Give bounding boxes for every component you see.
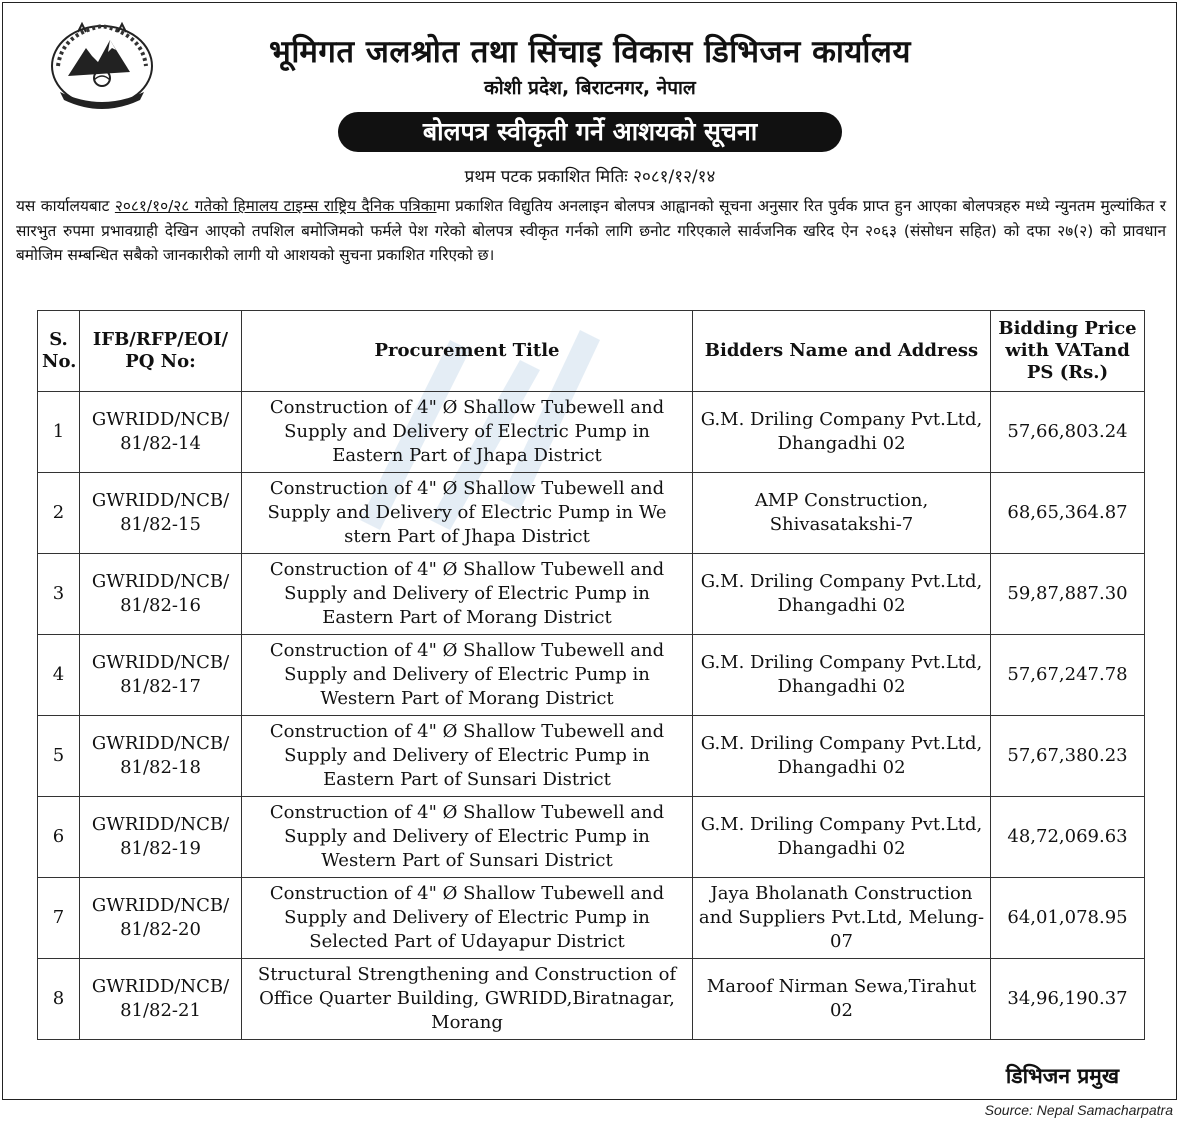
cell-price: 34,96,190.37	[991, 959, 1145, 1040]
notice-body	[16, 194, 1166, 268]
table-row	[38, 392, 1145, 473]
table-header-row	[38, 311, 1145, 392]
cell-price: 57,67,247.78	[991, 635, 1145, 716]
cell-price: 68,65,364.87	[991, 473, 1145, 554]
table-row	[38, 716, 1145, 797]
table-row	[38, 797, 1145, 878]
notice-title-banner: बोलपत्र स्वीकृती गर्ने आशयको सूचना	[338, 112, 842, 152]
cell-price: 57,67,380.23	[991, 716, 1145, 797]
cell-ifb: GWRIDD/NCB/ 81/82-21	[80, 959, 242, 1040]
col-header-price: Bidding Price with VATand PS (Rs.)	[991, 311, 1145, 392]
col-header-title: Procurement Title	[242, 311, 693, 392]
table-row	[38, 554, 1145, 635]
publish-date: प्रथम पटक प्रकाशित मितिः २०८१/१२/१४	[464, 167, 716, 187]
cell-bidder: G.M. Driling Company Pvt.Ltd, Dhangadhi 02	[693, 716, 991, 797]
cell-ifb: GWRIDD/NCB/ 81/82-15	[80, 473, 242, 554]
notice-body-intro: यस कार्यालयबाट	[16, 197, 115, 215]
office-name: भूमिगत जलश्रोत तथा सिंचाइ विकास डिभिजन कार्यालय	[269, 34, 911, 70]
cell-title: Construction of 4" Ø Shallow Tubewell and Supply and Delivery of Electric Pump in Eastern Part of Morang District	[242, 554, 693, 635]
cell-bidder: G.M. Driling Company Pvt.Ltd, Dhangadhi 02	[693, 635, 991, 716]
cell-bidder: Maroof Nirman Sewa,Tirahut 02	[693, 959, 991, 1040]
cell-sn: 6	[38, 797, 80, 878]
signatory: डिभिजन प्रमुख	[1005, 1064, 1119, 1088]
nepal-government-emblem-icon	[48, 14, 156, 110]
notice-body-rest: मा प्रकाशित विद्युतिय अनलाइन बोलपत्र आह्वानको सूचना अनुसार रित पुर्वक प्राप्त हुन आएका बोलपत्रहरु मध्ये न्युनतम मुल्यांकित र सारभुत रुपमा प्रभावग्राही देखिन आएको तपशिल बमोजिमको फर्मले पेश गरेको बोलपत्र स्वीकृत गर्नको लागि छनोट गरिएकाले सार्वजनिक खरिद ऐन २०६३ (संसोधन सहित) को दफा २७(२) को प्रावधान बमोजिम सम्बन्धित सबैको जानकारीको लागी यो आशयको सुचना प्रकाशित गरिएको छ।	[16, 197, 1166, 265]
cell-sn: 4	[38, 635, 80, 716]
table-row	[38, 473, 1145, 554]
cell-title: Construction of 4" Ø Shallow Tubewell and Supply and Delivery of Electric Pump in Eastern Part of Sunsari District	[242, 716, 693, 797]
cell-title: Construction of 4" Ø Shallow Tubewell and Supply and Delivery of Electric Pump in Western Part of Sunsari District	[242, 797, 693, 878]
source-credit: Source: Nepal Samacharpatra	[984, 1102, 1173, 1118]
cell-sn: 2	[38, 473, 80, 554]
table-row	[38, 635, 1145, 716]
office-address: कोशी प्रदेश, बिराटनगर, नेपाल	[484, 77, 696, 99]
col-header-sn: S. No.	[38, 311, 80, 392]
cell-price: 64,01,078.95	[991, 878, 1145, 959]
cell-price: 48,72,069.63	[991, 797, 1145, 878]
cell-bidder: Jaya Bholanath Construction and Suppliers Pvt.Ltd, Melung-07	[693, 878, 991, 959]
cell-ifb: GWRIDD/NCB/ 81/82-18	[80, 716, 242, 797]
cell-title: Structural Strengthening and Construction of Office Quarter Building, GWRIDD,Biratnagar, Morang	[242, 959, 693, 1040]
award-table	[37, 310, 1145, 1040]
cell-title: Construction of 4" Ø Shallow Tubewell and Supply and Delivery of Electric Pump in Eastern Part of Jhapa District	[242, 392, 693, 473]
cell-sn: 3	[38, 554, 80, 635]
table-row	[38, 878, 1145, 959]
cell-sn: 5	[38, 716, 80, 797]
notice-body-reference: २०८१/१०/२८ गतेको हिमालय टाइम्स राष्ट्रिय दैनिक पत्रिका	[114, 197, 437, 215]
cell-ifb: GWRIDD/NCB/ 81/82-16	[80, 554, 242, 635]
col-header-bidder: Bidders Name and Address	[693, 311, 991, 392]
cell-sn: 7	[38, 878, 80, 959]
cell-sn: 8	[38, 959, 80, 1040]
cell-price: 59,87,887.30	[991, 554, 1145, 635]
cell-title: Construction of 4" Ø Shallow Tubewell and Supply and Delivery of Electric Pump in Western Part of Morang District	[242, 635, 693, 716]
cell-bidder: G.M. Driling Company Pvt.Ltd, Dhangadhi 02	[693, 797, 991, 878]
cell-bidder: AMP Construction, Shivasatakshi-7	[693, 473, 991, 554]
cell-ifb: GWRIDD/NCB/ 81/82-14	[80, 392, 242, 473]
cell-ifb: GWRIDD/NCB/ 81/82-17	[80, 635, 242, 716]
cell-price: 57,66,803.24	[991, 392, 1145, 473]
cell-ifb: GWRIDD/NCB/ 81/82-20	[80, 878, 242, 959]
col-header-ifb: IFB/RFP/EOI/ PQ No:	[80, 311, 242, 392]
cell-title: Construction of 4" Ø Shallow Tubewell and Supply and Delivery of Electric Pump in Selected Part of Udayapur District	[242, 878, 693, 959]
cell-bidder: G.M. Driling Company Pvt.Ltd, Dhangadhi 02	[693, 554, 991, 635]
table-row	[38, 959, 1145, 1040]
cell-title: Construction of 4" Ø Shallow Tubewell and Supply and Delivery of Electric Pump in We stern Part of Jhapa District	[242, 473, 693, 554]
cell-bidder: G.M. Driling Company Pvt.Ltd, Dhangadhi 02	[693, 392, 991, 473]
cell-sn: 1	[38, 392, 80, 473]
cell-ifb: GWRIDD/NCB/ 81/82-19	[80, 797, 242, 878]
